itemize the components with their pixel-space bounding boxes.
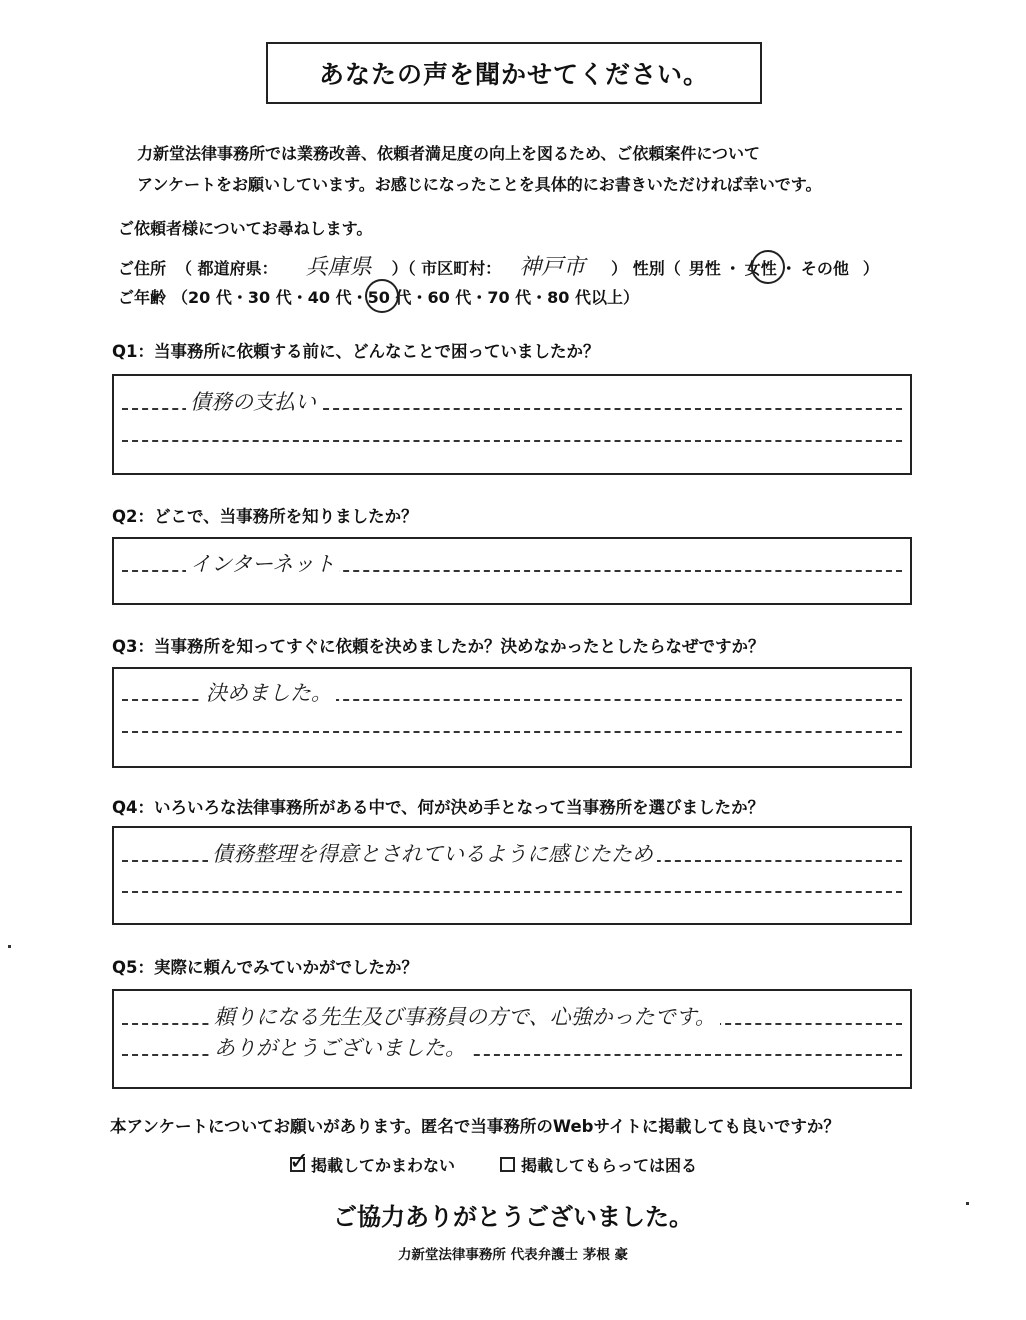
q2-answer-box[interactable] [112,537,912,605]
gender-option-male[interactable]: 男性 [688,259,721,278]
gender-label: ） 性別（ [611,259,681,278]
q4-label: Q4：いろいろな法律事務所がある中で、何が決め手となって当事務所を選びましたか？ [112,798,765,817]
consent-question: 本アンケートについてお願いがあります。匿名で当事務所のWebサイトに掲載しても良いですか？ [110,1117,840,1136]
scan-speck [966,1202,969,1205]
q4-answer-box[interactable] [112,826,912,925]
q5-label: Q5：実際に頼んでみていかがでしたか？ [112,958,419,977]
age-option-20[interactable]: （20 代 [172,288,232,307]
q1-answer-box[interactable] [112,374,912,475]
age-option-50[interactable] [368,285,412,308]
page-title: あなたの声を聞かせてください。 [266,42,762,104]
age-option-40[interactable]: 40 代 [307,288,352,307]
check-icon: ✓ [289,1147,310,1175]
consent-option-no[interactable] [500,1153,697,1176]
q2-answer-line-1: インターネット [186,548,339,578]
q5-answer-line-1: 頼りになる先生及び事務員の方で、心強かったです。 [210,1001,720,1031]
footer-signature: 力新堂法律事務所 代表弁護士 茅根 豪 [397,1247,629,1263]
prefecture-label: （ 都道府県： [176,259,278,278]
address-label: ご住所 [118,259,167,278]
consent-option-no-label: 掲載してもらっては困る [521,1156,698,1175]
consent-option-yes-label: 掲載してかまわない [311,1156,456,1175]
age-option-60[interactable]: 60 代 [427,288,472,307]
q5-answer-line-2: ありがとうございました。 [210,1032,470,1062]
client-info-heading: ご依頼者様についてお尋ねします。 [118,219,373,238]
consent-yes-checkbox[interactable] [289,1147,310,1175]
intro-line-1: 力新堂法律事務所では業務改善、依頼者満足度の向上を図るため、ご依頼案件について [137,144,761,163]
selection-circle-icon [365,279,399,313]
q4-answer-line-1: 債務整理を得意とされているように感じたため [208,838,657,868]
age-label: ご年齢 [118,288,167,307]
gender-option-other[interactable]: その他 [800,259,849,278]
address-row: ご住所 （ 都道府県： 兵庫県 ）（ 市区町村： 神戸市 ） 性別（ 男性 ・ 女性 ・ その他 ） [118,250,879,281]
city-label: ）（ 市区町村： [391,259,502,278]
age-option-30[interactable]: 30 代 [247,288,292,307]
consent-option-yes[interactable] [289,1147,456,1176]
q3-answer-line-1: 決めました。 [202,677,336,707]
age-row: ご年齢 （20 代 ・ 30 代 ・ 40 代 ・ 50 代 ・ 60 代 ・ 70 代 ・ 80 代以上） [118,285,639,308]
intro-text [137,138,821,200]
scan-speck [8,945,11,948]
q3-answer-box[interactable] [112,667,912,768]
age-option-70[interactable]: 70 代 [487,288,532,307]
intro-line-2: アンケートをお願いしています。お感じになったことを具体的にお書きいただければ幸いです。 [137,175,822,194]
selection-circle-icon [751,250,785,284]
q2-label: Q2：どこで、当事務所を知りましたか？ [112,507,418,526]
gender-close-paren: ） [862,259,879,278]
q5-answer-box[interactable] [112,989,912,1089]
gender-option-female-label: 女性 [744,259,777,278]
thanks-message: ご協力ありがとうございました。 [333,1203,693,1231]
age-option-80[interactable]: 80 代以上） [547,288,640,307]
city-field[interactable]: 神戸市 [519,255,586,280]
q1-answer-line-1: 債務の支払い [186,386,320,416]
q1-label: Q1：当事務所に依頼する前に、どんなことで困っていましたか？ [112,342,600,361]
gender-option-female[interactable] [745,256,777,279]
consent-no-checkbox[interactable] [500,1157,515,1172]
q3-label: Q3：当事務所を知ってすぐに依頼を決めましたか？決めなかったとしたらなぜですか？ [112,637,765,656]
age-option-50-label: 50 代 [367,288,412,307]
prefecture-field[interactable]: 兵庫県 [305,255,372,280]
